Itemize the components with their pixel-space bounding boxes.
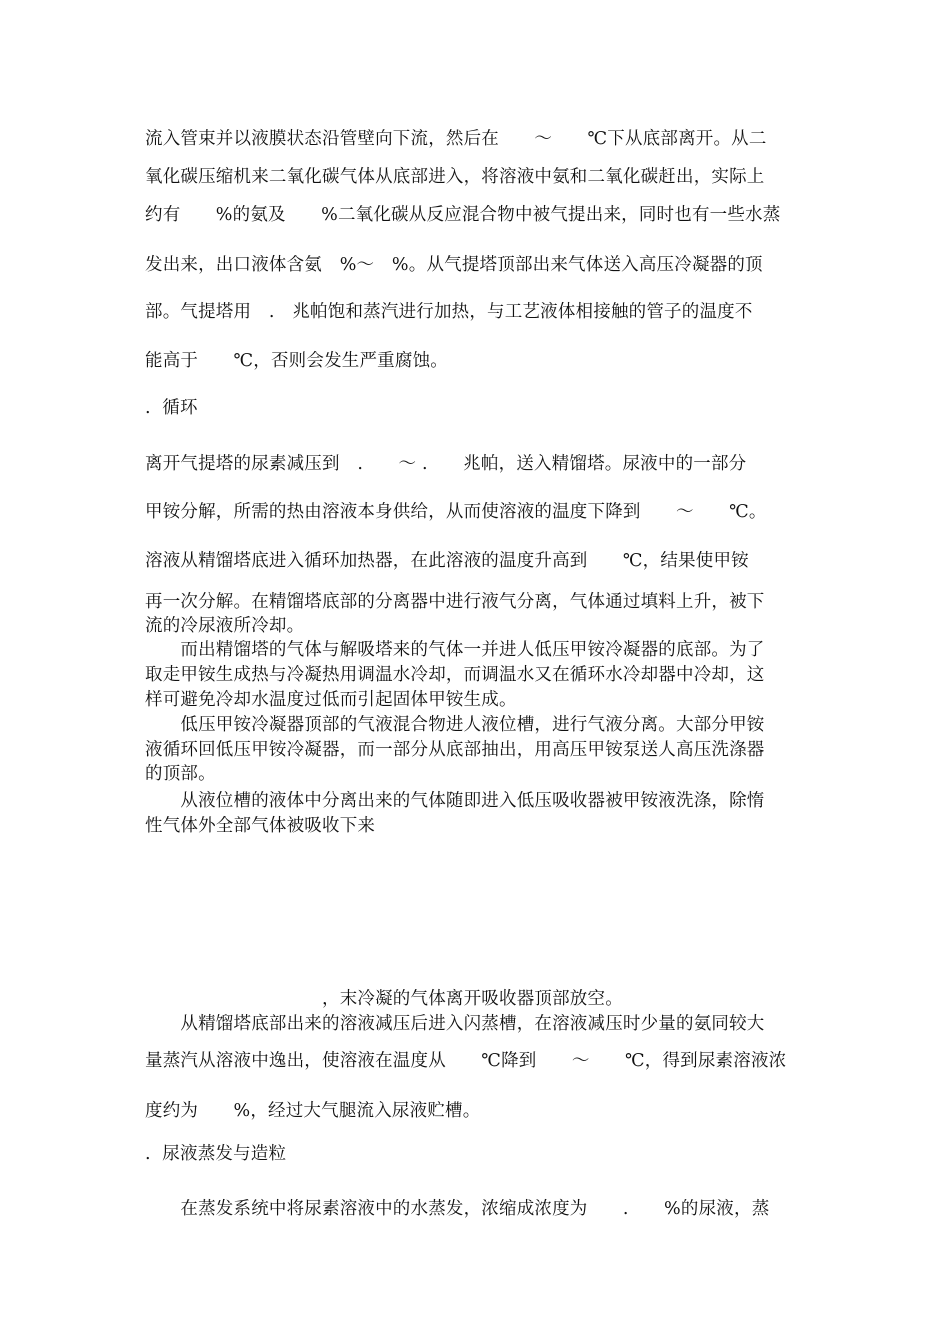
text-line: 的顶部。 [145, 764, 216, 784]
text-line: 离开气提塔的尿素减压到 . ～ . 兆帕，送入精馏塔。尿液中的一部分 [145, 454, 747, 474]
text-line: 度约为 %，经过大气腿流入尿液贮槽。 [145, 1101, 481, 1121]
text-line: 再一次分解。在精馏塔底部的分离器中进行液气分离，气体通过填料上升，被下 [145, 592, 765, 612]
text-line: 溶液从精馏塔底进入循环加热器，在此溶液的温度升高到 ℃，结果使甲铵 [145, 551, 749, 571]
text-line: 样可避免冷却水温度过低而引起固体甲铵生成。 [145, 690, 517, 710]
text-line: 取走甲铵生成热与冷凝热用调温水冷却，而调温水又在循环水冷却器中冷却，这 [145, 665, 765, 685]
text-line: 性气体外全部气体被吸收下来 [145, 816, 376, 836]
text-line: 氧化碳压缩机来二氧化碳气体从底部进入，将溶液中氨和二氧化碳赶出，实际上 [145, 167, 765, 187]
text-line: 约有 %的氨及 %二氧化碳从反应混合物中被气提出来，同时也有一些水蒸 [145, 205, 781, 225]
text-line: 甲铵分解，所需的热由溶液本身供给，从而使溶液的温度下降到 ～ ℃。 [145, 502, 767, 522]
text-line: 在蒸发系统中将尿素溶液中的水蒸发，浓缩成浓度为 . %的尿液，蒸 [145, 1199, 770, 1219]
text-line: 从液位槽的液体中分离出来的气体随即进入低压吸收器被甲铵液洗涤，除惰 [145, 791, 765, 811]
text-line: 从精馏塔底部出来的溶液减压后进入闪蒸槽，在溶液减压时少量的氨同较大 [145, 1014, 765, 1034]
section-heading: . 尿液蒸发与造粒 [145, 1144, 287, 1164]
section-heading: . 循环 [145, 398, 198, 418]
text-line: ，末冷凝的气体离开吸收器顶部放空。 [145, 989, 623, 1009]
text-line: 量蒸汽从溶液中逸出，使溶液在温度从 ℃降到 ～ ℃，得到尿素溶液浓 [145, 1051, 787, 1071]
text-line: 低压甲铵冷凝器顶部的气液混合物进人液位槽，进行气液分离。大部分甲铵 [145, 715, 765, 735]
text-line: 液循环回低压甲铵冷凝器，而一部分从底部抽出，用高压甲铵泵送人高压洗涤器 [145, 740, 765, 760]
text-line: 发出来，出口液体含氨 %～ %。从气提塔顶部出来气体送入高压冷凝器的顶 [145, 255, 763, 275]
text-line: 部。气提塔用 . 兆帕饱和蒸汽进行加热，与工艺液体相接触的管子的温度不 [145, 302, 753, 322]
text-line: 能高于 ℃，否则会发生严重腐蚀。 [145, 351, 448, 371]
text-line: 流入管束并以液膜状态沿管壁向下流，然后在 ～ ℃下从底部离开。从二 [145, 129, 767, 149]
text-line: 流的冷尿液所冷却。 [145, 616, 305, 636]
text-line: 而出精馏塔的气体与解吸塔来的气体一并进人低压甲铵冷凝器的底部。为了 [145, 640, 765, 660]
